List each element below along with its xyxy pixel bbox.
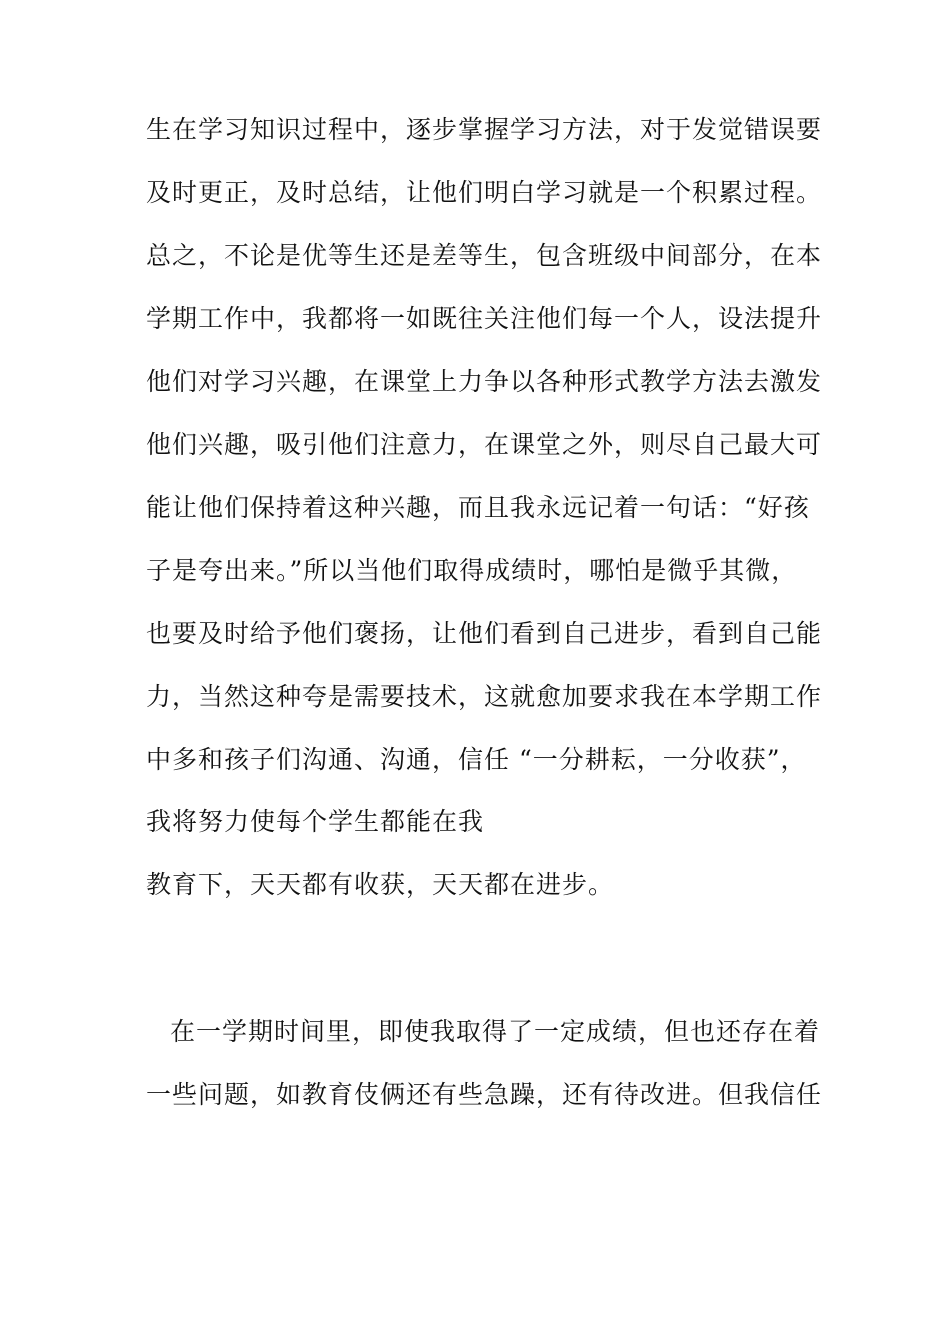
text-line: 一些问题，如教育伎俩还有些急躁，还有待改进。但我信任: [146, 1080, 823, 1109]
text-line: 总之，不论是优等生还是差等生，包含班级中间部分，在本: [146, 241, 823, 270]
text-line: 教育下，天天都有收获，天天都在进步。: [146, 870, 615, 899]
text-line: 中多和孩子们沟通、沟通，信任 “一分耕耘，一分收获”，: [146, 745, 807, 774]
text-line: 及时更正，及时总结，让他们明白学习就是一个积累过程。: [146, 178, 823, 207]
text-line: 力，当然这种夸是需要技术，这就愈加要求我在本学期工作: [146, 682, 823, 711]
text-line: 生在学习知识过程中，逐步掌握学习方法，对于发觉错误要: [146, 115, 823, 144]
text-line: 能让他们保持着这种兴趣，而且我永远记着一句话：“好孩: [146, 493, 810, 522]
text-line: 我将努力使每个学生都能在我: [146, 807, 485, 836]
text-line: 他们对学习兴趣，在课堂上力争以各种形式教学方法去激发: [146, 367, 823, 396]
text-line: 他们兴趣，吸引他们注意力，在课堂之外，则尽自己最大可: [146, 430, 823, 459]
text-line: 也要及时给予他们褒扬，让他们看到自己进步，看到自己能: [146, 619, 823, 648]
text-line: 学期工作中，我都将一如既往关注他们每一个人，设法提升: [146, 304, 823, 333]
text-line: 子是夸出来。”所以当他们取得成绩时，哪怕是微乎其微，: [146, 556, 798, 585]
text-line: 在一学期时间里，即使我取得了一定成绩，但也还存在着: [170, 1017, 821, 1046]
